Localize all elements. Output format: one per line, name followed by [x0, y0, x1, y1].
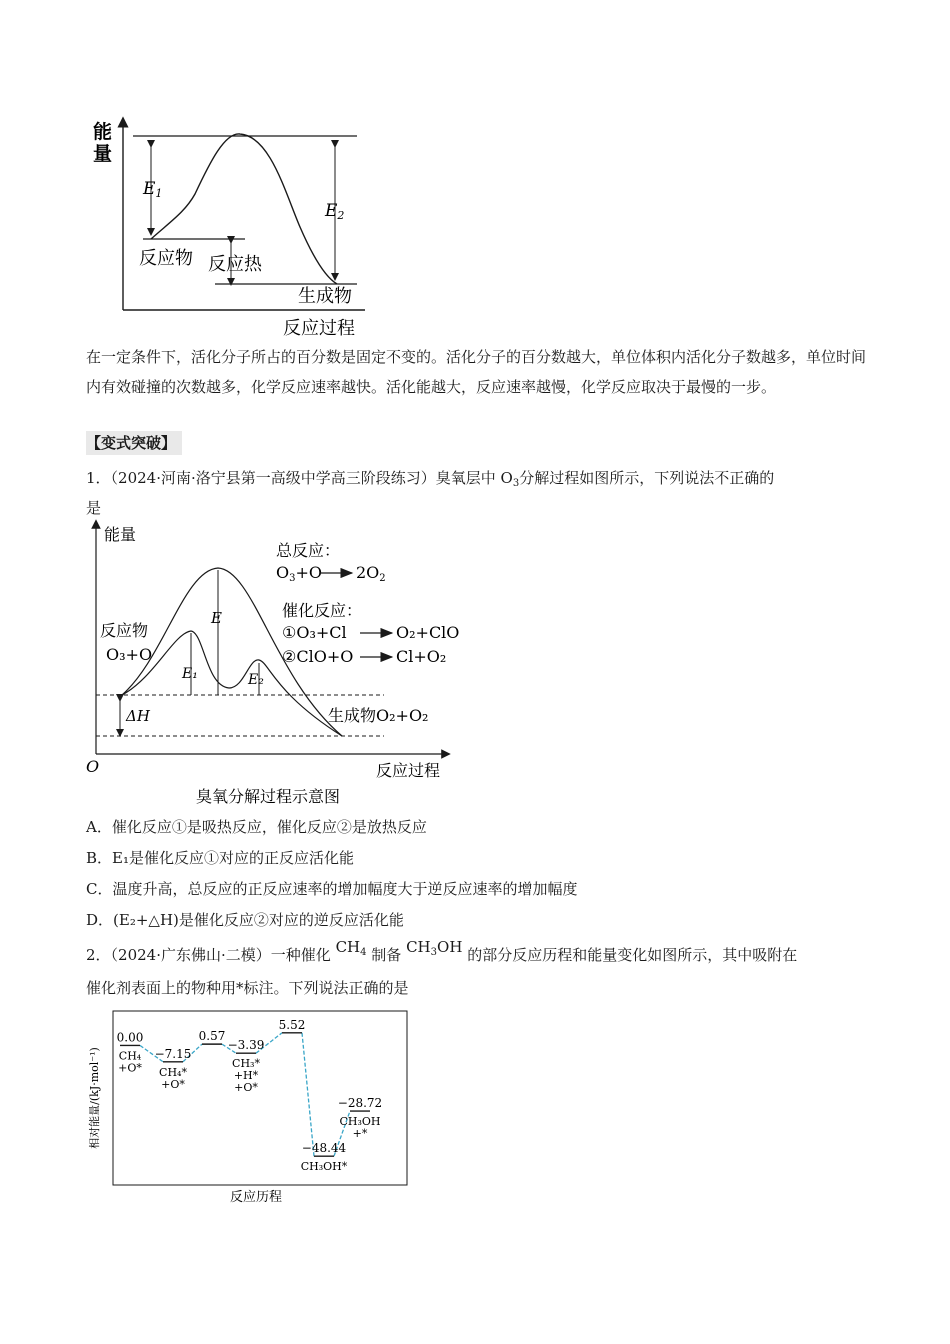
q1-source: （2024·河南·洛宁县第一高级中学高三阶段练习）	[110, 469, 436, 487]
q1-y-label: 能量	[104, 525, 137, 544]
q2-stem-cont: 催化剂表面上的物种用*标注。下列说法正确的是	[86, 979, 409, 997]
q2-y-label: 相对能量/(kJ·mol⁻¹)	[88, 1047, 101, 1149]
intro-paragraph: 在一定条件下，活化分子所占的百分数是固定不变的。活化分子的百分数越大，单位体积内活化分子数越多，单位时间内有效碰撞的次数越多，化学反应速率越快。活化能越大，反应速率越慢，化学反应取决于最慢的一步。	[86, 348, 867, 396]
q2-ch3oh-sub: 3	[430, 947, 438, 958]
q1-option-b[interactable]: B．E₁是催化反应①对应的正反应活化能	[86, 849, 354, 867]
energy-profile-figure	[85, 112, 375, 342]
q2-level-species-5-0: CH₃OH*	[300, 1160, 348, 1174]
q1-reactant-label: 反应物	[100, 621, 149, 640]
q2-ch4-sub: 4	[360, 947, 367, 958]
q1-cat1-left: ①O₃+Cl	[282, 623, 347, 642]
y-axis-label-1: 能	[93, 121, 113, 143]
section-tag: 【变式突破】	[86, 431, 182, 455]
q2-level-value-6: −28.72	[337, 1096, 383, 1111]
ozone-decomposition-figure	[84, 518, 464, 810]
q2-number: 2．	[86, 946, 111, 964]
q2-level-species-6-1: +*	[352, 1127, 368, 1141]
q2-x-label: 反应历程	[229, 1190, 283, 1205]
q1-reactant-formula: O₃+O	[106, 645, 153, 664]
q1-number: 1．	[86, 469, 111, 487]
q1-product-label: 生成物O₂+O₂	[328, 706, 429, 725]
q1-cat-title: 催化反应：	[282, 601, 363, 620]
reaction-heat-label: 反应热	[208, 254, 262, 275]
q1-e2-label: E₂	[248, 672, 264, 688]
q1-e1-label: E₁	[182, 666, 198, 682]
q1-total-eq-left: O3+O	[276, 563, 323, 584]
q1-cat2-right: Cl+O₂	[396, 647, 447, 666]
q2-level-species-3-2: +O*	[234, 1081, 258, 1095]
q1-cat2-left: ②ClO+O	[282, 647, 354, 666]
q2-connector-4	[302, 1033, 314, 1156]
e1-label: E1	[143, 179, 163, 200]
q2-stem-a: 一种催化	[270, 946, 331, 964]
q2-level-species-0-0: CH₄	[118, 1049, 142, 1063]
q2-level-species-0-1: +O*	[118, 1061, 142, 1075]
q2-level-species-1-0: CH₄*	[159, 1065, 187, 1079]
q1-e-label: E	[211, 609, 222, 627]
q2-stem	[86, 938, 798, 966]
q2-stem-c: 的部分反应历程和能量变化如图所示，其中吸附在	[467, 946, 798, 964]
q1-stem-a: 臭氧层中 O	[435, 469, 513, 487]
q1-option-c[interactable]: C．温度升高，总反应的正反应速率的增加幅度大于逆反应速率的增加幅度	[86, 880, 578, 898]
q2-level-species-3-1: +H*	[233, 1069, 259, 1083]
q2-level-value-1: −7.15	[154, 1046, 192, 1061]
q1-option-d[interactable]: D．(E₂+△H)是催化反应②对应的逆反应活化能	[86, 911, 404, 929]
q1-stem-sub: 3	[512, 478, 520, 489]
q2-level-value-3: −3.39	[227, 1038, 265, 1053]
q2-source: （2024·广东佛山·二模）	[110, 946, 271, 964]
q2-level-species-3-0: CH₃*	[232, 1057, 260, 1071]
q2-level-value-5: −48.44	[301, 1141, 347, 1156]
q1-total-title: 总反应：	[276, 541, 341, 560]
q2-level-value-4: 5.52	[278, 1017, 306, 1032]
methane-energy-chart	[86, 1008, 416, 1208]
product-label: 生成物	[298, 286, 352, 307]
q2-level-value-0: 0.00	[116, 1030, 144, 1045]
y-axis-label-2: 量	[93, 143, 113, 165]
q1-origin-label: O	[86, 757, 100, 776]
q1-cat1-right: O₂+ClO	[396, 623, 460, 642]
q2-ch4: CH	[335, 938, 361, 956]
q1-x-label: 反应过程	[376, 761, 441, 780]
q2-stem-b: 制备	[371, 946, 402, 964]
q2-level-value-2: 0.57	[198, 1029, 226, 1044]
q1-option-a[interactable]: A．催化反应①是吸热反应，催化反应②是放热反应	[86, 818, 427, 836]
q2-ch3oh: CH	[406, 938, 431, 956]
q2-level-species-1-1: +O*	[161, 1077, 185, 1091]
q1-stem-b: 分解过程如图所示，下列说法不正确的	[519, 469, 775, 487]
q2-ch3oh-end: OH	[437, 938, 463, 956]
q1-stem-cont: 是	[86, 499, 102, 517]
e2-label: E2	[325, 201, 345, 222]
q1-dh-label: ΔH	[126, 707, 150, 725]
reactant-label: 反应物	[139, 248, 193, 269]
q2-level-species-6-0: CH₃OH	[339, 1115, 381, 1129]
x-axis-label: 反应过程	[283, 318, 355, 339]
q1-figure-caption: 臭氧分解过程示意图	[196, 787, 341, 806]
q1-total-eq-right: 2O2	[356, 563, 386, 584]
q1-stem	[86, 467, 774, 489]
